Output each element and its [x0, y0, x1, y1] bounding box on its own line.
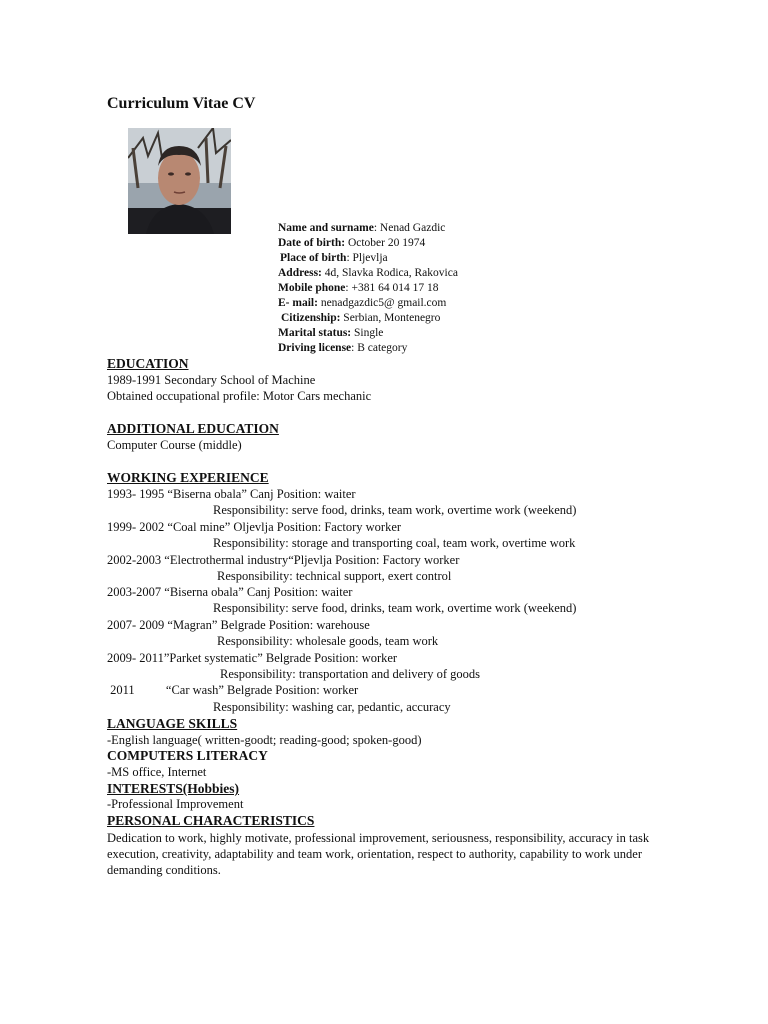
- job-title: 1993- 1995 “Biserna obala” Canj Position: waiter: [107, 487, 356, 501]
- additional-education-line: Computer Course (middle): [107, 438, 242, 452]
- job-title: 2007- 2009 “Magran” Belgrade Position: warehouse: [107, 618, 370, 632]
- computers-heading: COMPUTERS LITERACY: [107, 748, 268, 763]
- job-responsibility: Responsibility: transportation and delivery of goods: [220, 667, 481, 681]
- interests-line: -Professional Improvement: [107, 797, 244, 811]
- experience-heading: WORKING EXPERIENCE: [107, 470, 269, 485]
- job-responsibility: Responsibility: storage and transporting coal, team work, overtime work: [213, 536, 576, 550]
- info-address: Address: 4d, Slavka Rodica, Rakovica: [278, 267, 458, 279]
- info-driving-license: Driving license: B category: [278, 342, 408, 354]
- info-email: E- mail: nenadgazdic5@ gmail.com: [278, 297, 447, 309]
- info-date-of-birth: Date of birth: October 20 1974: [278, 237, 426, 249]
- job-title: 1999- 2002 “Coal mine” Oljevlja Position: Factory worker: [107, 520, 402, 534]
- info-mobile-phone: Mobile phone: +381 64 014 17 18: [278, 282, 439, 294]
- job-responsibility: Responsibility: washing car, pedantic, accuracy: [213, 700, 451, 714]
- education-line: 1989-1991 Secondary School of Machine: [107, 373, 316, 387]
- info-marital-status: Marital status: Single: [278, 327, 384, 339]
- language-heading: LANGUAGE SKILLS: [107, 716, 238, 731]
- profile-photo: [128, 128, 231, 234]
- job-responsibility: Responsibility: wholesale goods, team work: [217, 634, 439, 648]
- info-name: Name and surname: Nenad Gazdic: [278, 222, 446, 234]
- computers-line: -MS office, Internet: [107, 765, 207, 779]
- document-title: Curriculum Vitae CV: [107, 95, 256, 112]
- job-responsibility: Responsibility: serve food, drinks, team work, overtime work (weekend): [213, 601, 577, 615]
- job-title: 2003-2007 “Biserna obala” Canj Position: waiter: [107, 585, 353, 599]
- job-responsibility: Responsibility: technical support, exert control: [217, 569, 452, 583]
- education-heading: EDUCATION: [107, 356, 189, 371]
- personal-characteristics-text: Dedication to work, highly motivate, professional improvement, seriousness, responsibility, accuracy in task execution, creativity, adaptability and team work, orientation, respect to authority, capability to work under demanding conditions.: [107, 831, 650, 877]
- language-line: -English language( written-goodt; reading-good; spoken-good): [107, 733, 422, 747]
- job-title: 2002-2003 “Electrothermal industry“Pljevlja Position: Factory worker: [107, 553, 460, 567]
- interests-heading: INTERESTS(Hobbies): [107, 781, 240, 796]
- additional-education-heading: ADDITIONAL EDUCATION: [107, 421, 279, 436]
- personal-characteristics-heading: PERSONAL CHARACTERISTICS: [107, 813, 315, 828]
- job-responsibility: Responsibility: serve food, drinks, team work, overtime work (weekend): [213, 503, 577, 517]
- info-place-of-birth: Place of birth: Pljevlja: [280, 252, 388, 264]
- info-citizenship: Citizenship: Serbian, Montenegro: [281, 312, 441, 324]
- job-title: 2011 “Car wash” Belgrade Position: worker: [107, 683, 359, 697]
- job-title: 2009- 2011”Parket systematic” Belgrade Position: worker: [107, 651, 398, 665]
- education-profile: Obtained occupational profile: Motor Cars mechanic: [107, 389, 372, 403]
